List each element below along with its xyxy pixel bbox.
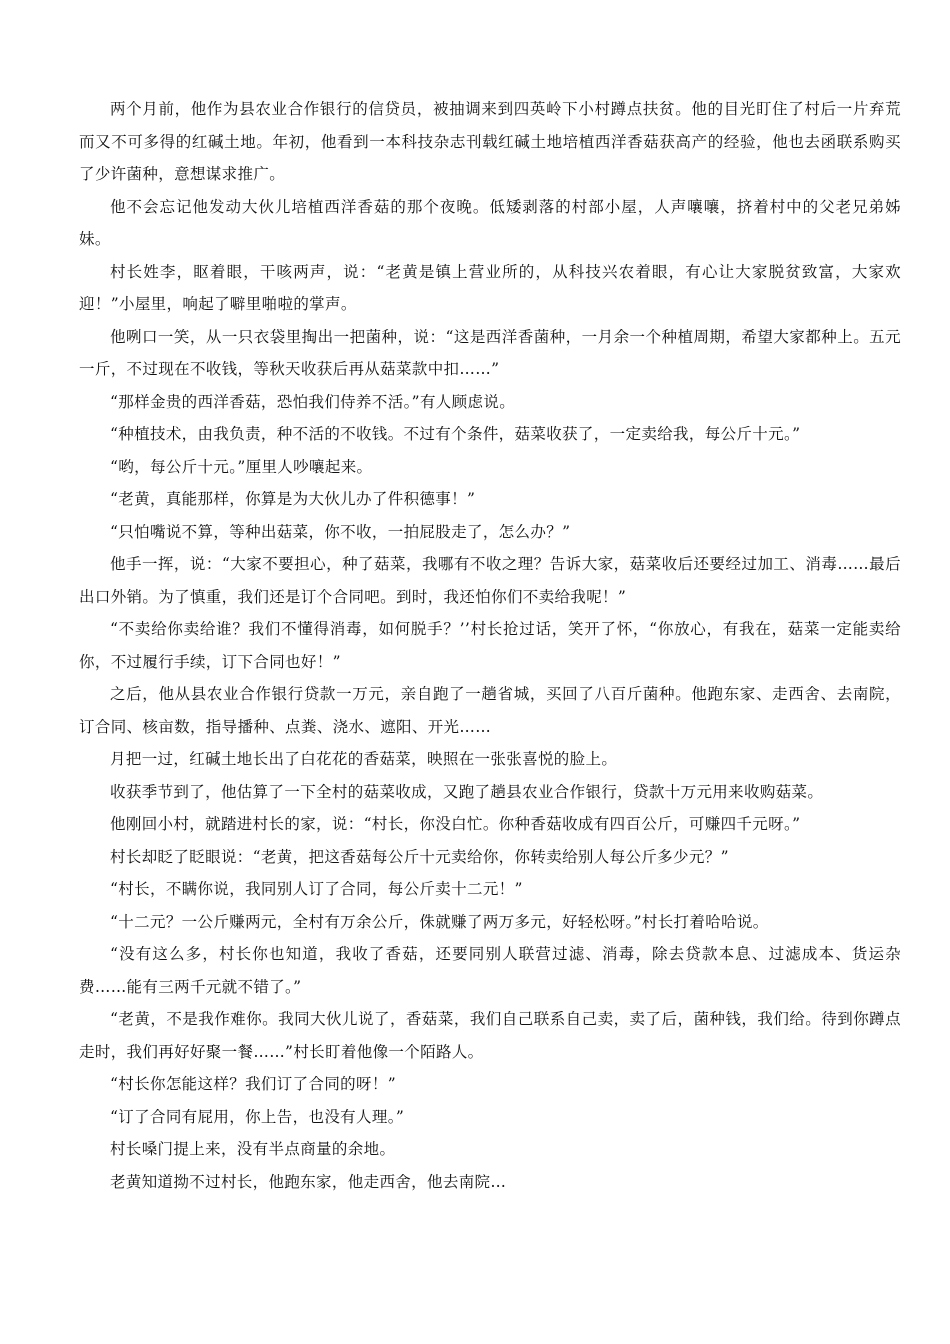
paragraph-19: “没有这么多，村长你也知道，我收了香菇，还要同别人联营过滤、消毒，除去贷款本息、过滤成本、货运杂费……能有三两千元就不错了。” [79,945,901,996]
paragraph-13: 月把一过，红碱土地长出了白花花的香菇菜，映照在一张张喜悦的脸上。 [110,750,618,768]
paragraph-3: 村长姓李，眍着眼，干咳两声，说：“老黄是镇上营业所的，从科技兴农着眼，有心让大家脱贫致富，大家欢迎！”小屋里，响起了噼里啪啦的掌声。 [79,262,901,313]
paragraph-20: “老黄，不是我作难你。我同大伙儿说了，香菇菜，我们自己联系自己卖，卖了后，菌种钱，我们给。待到你蹲点走时，我们再好好聚一餐……”村长盯着他像一个陌路人。 [79,1010,901,1061]
paragraph-8: “老黄，真能那样，你算是为大伙儿办了件积德事！” [110,490,476,508]
paragraph-15: 他刚回小村，就踏进村长的家，说：“村长，你没白忙。你种香菇收成有四百公斤，可赚四千元呀。” [110,815,801,833]
paragraph-24: 老黄知道拗不过村长，他跑东家，他走西舍，他去南院… [110,1172,507,1191]
paragraph-7: “哟，每公斤十元。”厘里人吵嚷起来。 [110,457,373,476]
paragraph-2: 他不会忘记他发动大伙儿培植西洋香菇的那个夜晚。低矮剥落的村部小屋，人声嚷嚷，挤着村中的父老兄弟姊妹。 [79,197,901,248]
paragraph-11: “不卖给你卖给谁？我们不懂得消毒，如何脱手？’’村长抢过话，笑开了怀，“你放心，有我在，菇菜一定能卖给你，不过履行手续，订下合同也好！” [79,620,901,671]
paragraph-12: 之后，他从县农业合作银行贷款一万元，亲自跑了一趟省城，买回了八百斤菌种。他跑东家、走西舍、去南院，订合同、核亩数，指导播种、点粪、浇水、遮阳、开光…… [79,685,901,736]
paragraph-14: 收获季节到了，他估算了一下全村的菇菜收成，又跑了趟县农业合作银行，贷款十万元用来收购菇菜。 [110,782,824,801]
paragraph-21: “村长你怎能这样？我们订了合同的呀！” [110,1075,396,1093]
paragraph-16: 村长却眨了眨眼说：“老黄，把这香菇每公斤十元卖给你，你转卖给别人每公斤多少元？” [110,847,729,866]
paragraph-23: 村长嗓门提上来，没有半点商量的余地。 [110,1140,396,1158]
paragraph-10: 他手一挥，说：“大家不要担心，种了菇菜，我哪有不收之理？告诉大家，菇菜收后还要经过加工、消毒……最后出口外销。为了慎重，我们还是订个合同吧。到时，我还怕你们不卖给我呢！” [79,555,901,606]
paragraph-17: “村长，不瞒你说，我同别人订了合同，每公斤卖十二元！” [110,880,523,898]
paragraph-1: 两个月前，他作为县农业合作银行的信贷员，被抽调来到四英岭下小村蹲点扶贫。他的目光盯住了村后一片弃荒而又不可多得的红碱土地。年初，他看到一本科技杂志刊载红碱土地培植西洋香菇获高产的经验，他也去函联系购买了少许菌种，意想谋求推广。 [79,100,901,183]
paragraph-9: “只怕嘴说不算，等种出菇菜，你不收，一拍屁股走了，怎么办？” [110,522,571,541]
paragraph-4: 他咧口一笑，从一只衣袋里掏出一把菌种，说：“这是西洋香菌种，一月余一个种植周期，希望大家都种上。五元一斤，不过现在不收钱，等秋天收获后再从菇菜款中扣……” [79,327,901,378]
paragraph-5: “那样金贵的西洋香菇，恐怕我们侍养不活。”有人顾虑说。 [110,392,516,411]
story-body [79,93,901,1198]
paragraph-18: “十二元？一公斤赚两元，全村有万余公斤，侏就赚了两万多元，好轻松呀。”村长打着哈哈说。 [110,912,769,931]
paragraph-22: “订了合同有屁用，你上告，也没有人理。” [110,1107,405,1126]
paragraph-6: “种植技术，由我负责，种不活的不收钱。不过有个条件，菇菜收获了，一定卖给我，每公斤十元。” [110,425,801,443]
